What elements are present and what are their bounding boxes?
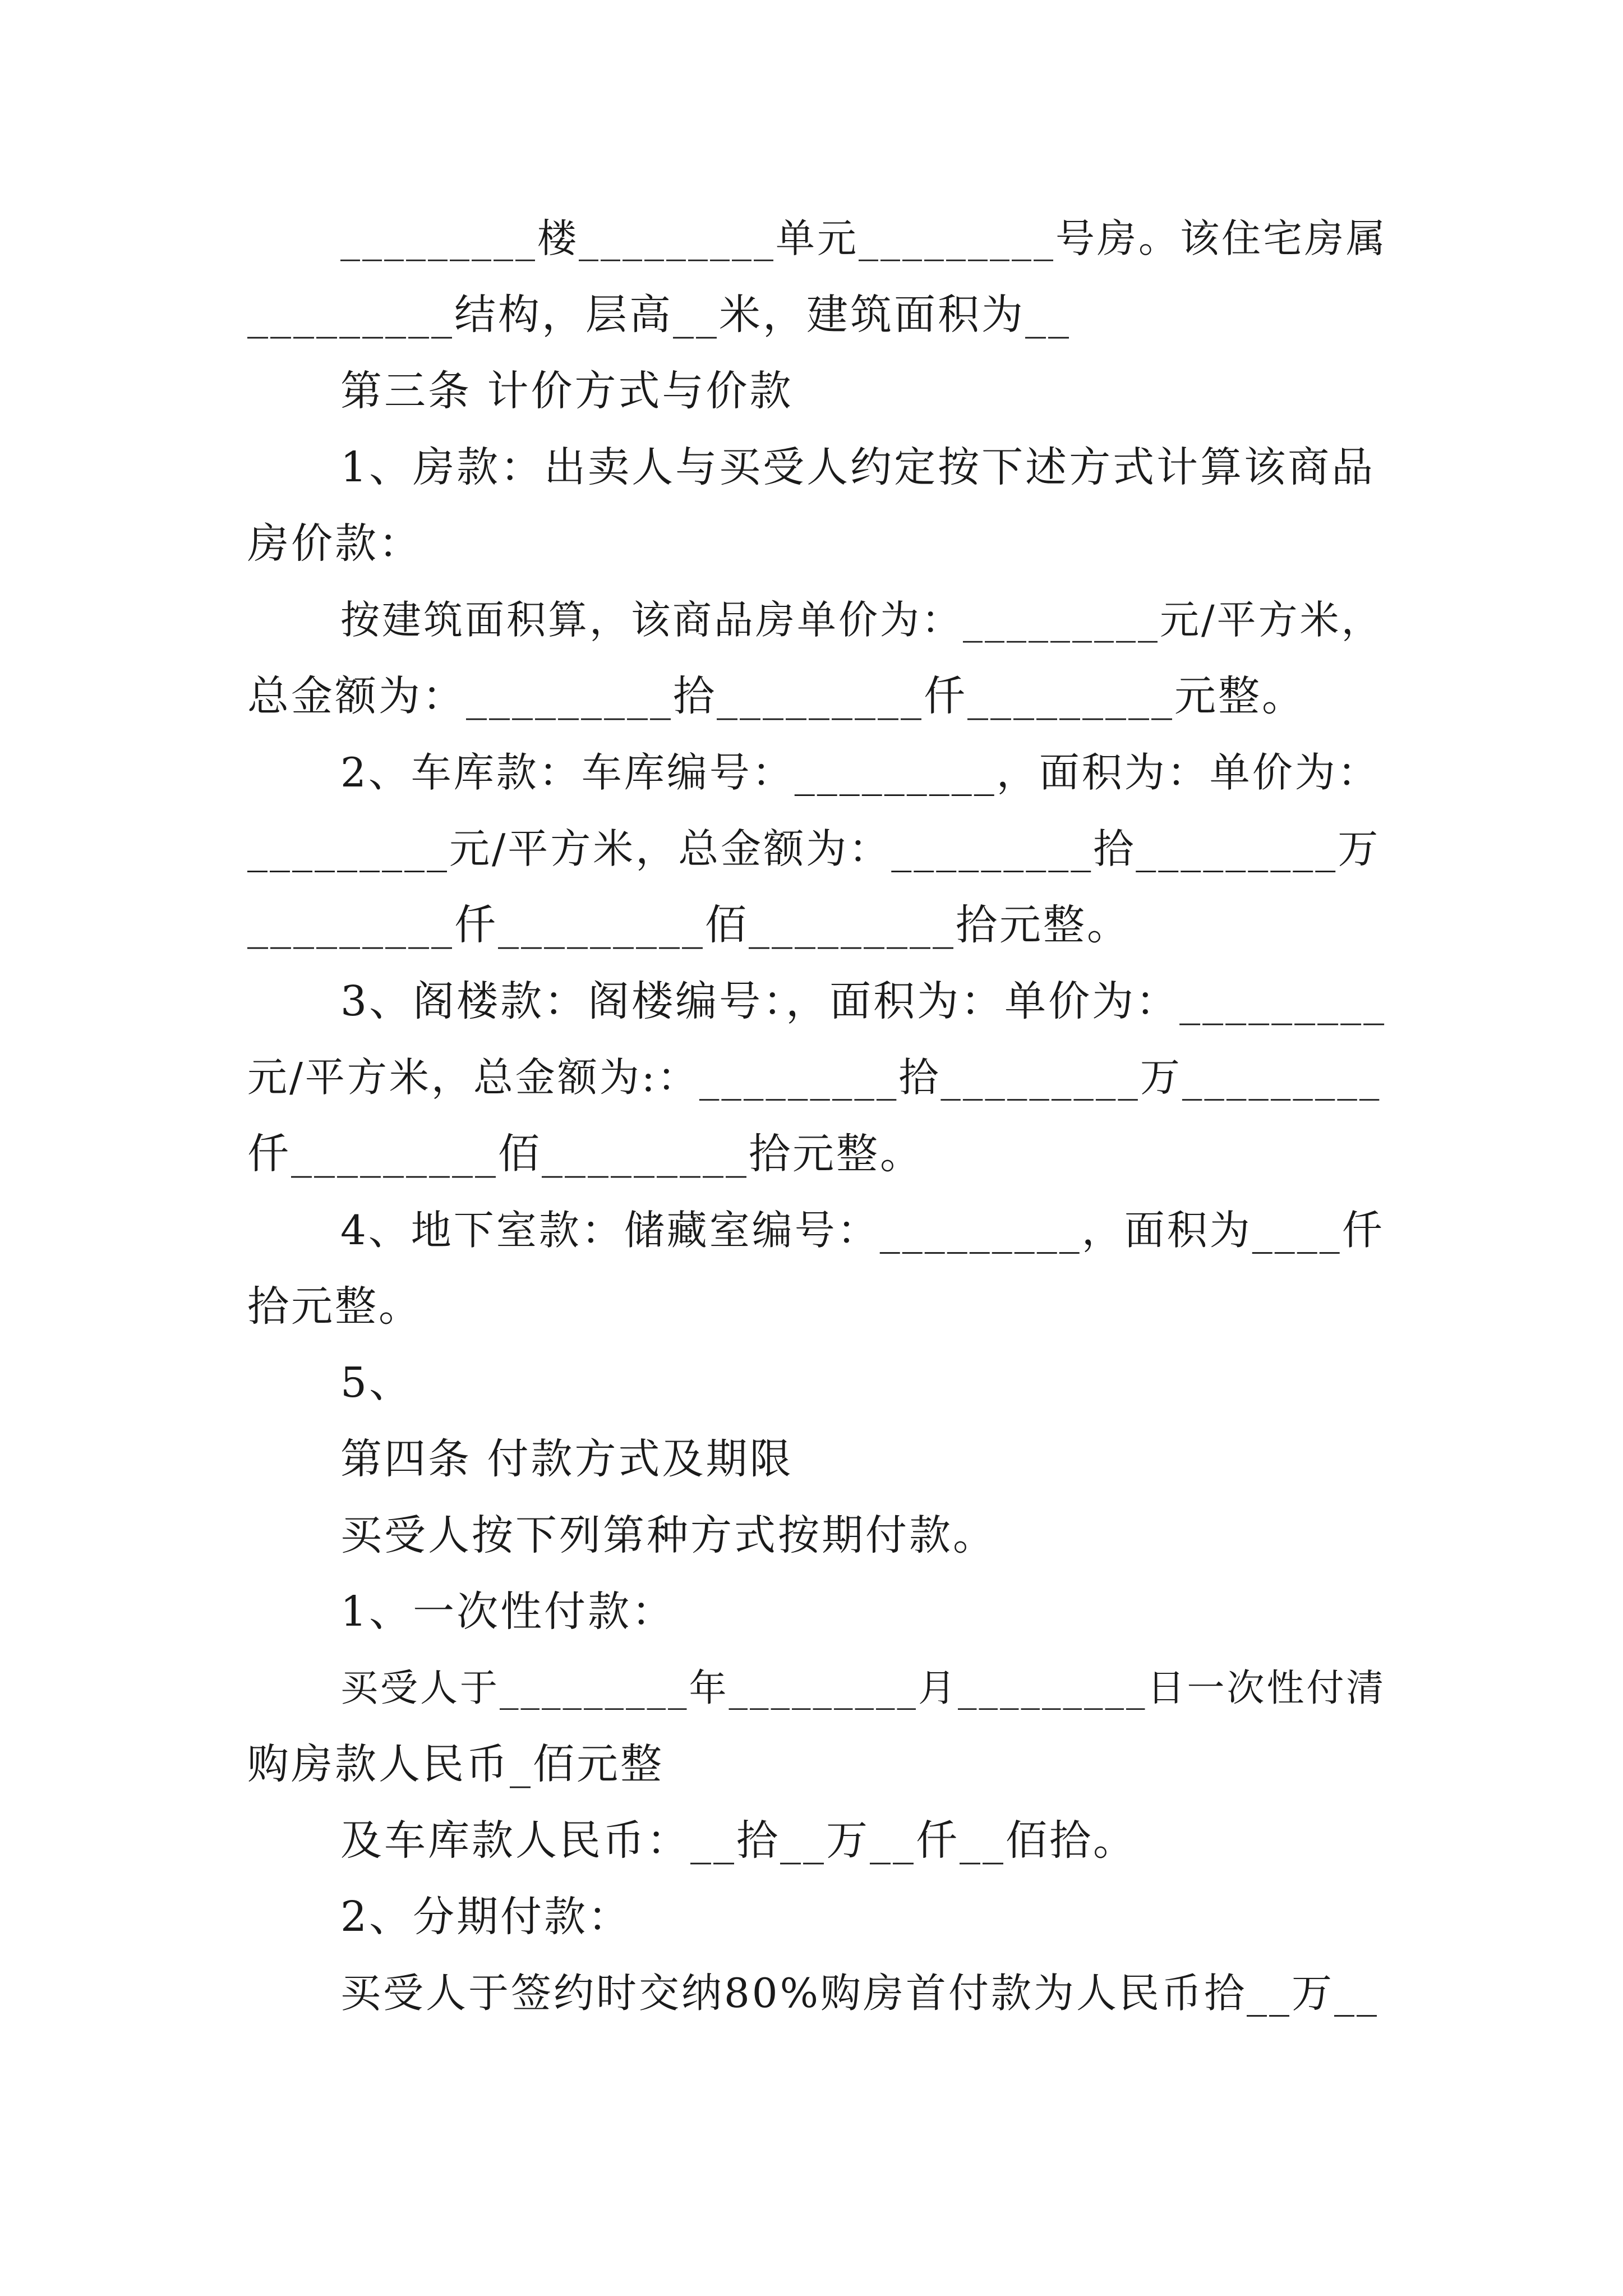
text-line-unit-price: 按建筑面积算，该商品房单价为：_________元/平方米，	[340, 597, 1383, 643]
article-3-heading: 第三条 计价方式与价款	[340, 367, 794, 415]
text-line-garage-2: _________元/平方米，总金额为：_________拾_________万	[247, 825, 1381, 872]
text-line-floor-unit-room: _________楼_________单元_________号房。该住宅房属	[340, 215, 1387, 261]
article-4-heading: 第四条 付款方式及期限	[340, 1435, 794, 1483]
text-line-down-payment: 买受人于签约时交纳80%购房首付款为人民币拾__万__	[340, 1970, 1380, 2017]
text-line-garage-payment: 及车库款人民币：__拾__万__仟__佰拾。	[340, 1816, 1137, 1865]
text-line-installment-heading: 2、分期付款：	[340, 1893, 632, 1941]
text-line-house-price-1: 1、房款：出卖人与买受人约定按下述方式计算该商品	[340, 443, 1376, 491]
text-line-house-price-2: 房价款：	[247, 519, 422, 568]
text-line-attic-1: 3、阁楼款：阁楼编号：，面积为：单价为：_________	[340, 977, 1387, 1025]
text-line-garage-1: 2、车库款：车库编号：_________，面积为：单价为：	[340, 749, 1380, 796]
text-line-attic-3: 仟_________佰_________拾元整。	[247, 1130, 924, 1178]
text-line-basement-1: 4、地下室款：储藏室编号：_________，面积为____仟	[340, 1207, 1385, 1254]
text-line-lump-sum-heading: 1、一次性付款：	[340, 1588, 676, 1636]
text-line-item-5: 5、	[340, 1359, 413, 1407]
text-line-garage-3: _________仟_________佰_________拾元整。	[247, 901, 1131, 949]
text-line-payment-method: 买受人按下列第种方式按期付款。	[340, 1511, 997, 1559]
text-line-total-amount: 总金额为：_________拾_________仟_________元整。	[247, 672, 1306, 720]
text-line-attic-2: 元/平方米，总金额为:：_________拾_________万_________	[247, 1054, 1382, 1101]
text-line-basement-2: 拾元整。	[247, 1282, 422, 1331]
text-line-structure-area: _________结构，层高__米，建筑面积为__	[247, 291, 1071, 339]
text-line-lump-sum-amount: 购房款人民币_佰元整	[247, 1740, 664, 1788]
text-line-lump-sum-date: 买受人于_________年_________月_________日一次性付清	[340, 1666, 1386, 1710]
